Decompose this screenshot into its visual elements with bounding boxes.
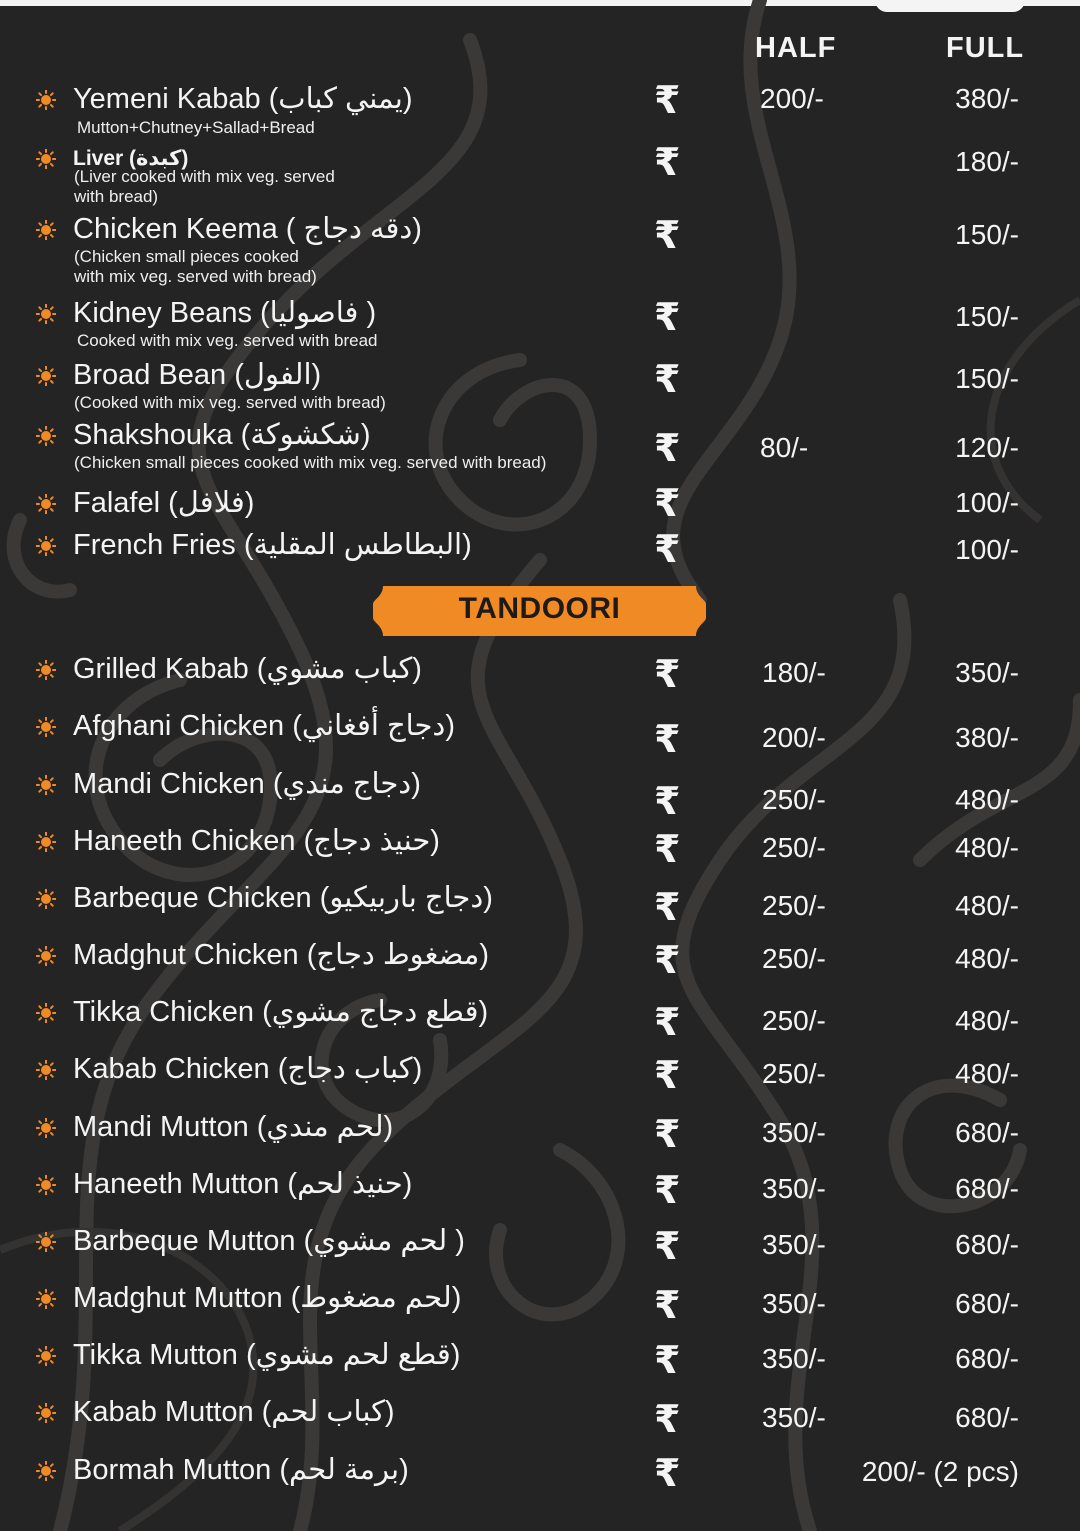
item-name: Bormah Mutton (برمة لحم) [73,1454,409,1486]
item-description: (Cooked with mix veg. served with bread) [74,393,386,412]
full-price: 380/- [955,722,1019,753]
rupee-icon: ₹ [654,213,681,257]
sun-bullet-icon [36,1060,56,1080]
full-price: 150/- [955,363,1019,394]
full-price: 350/- [955,657,1019,688]
half-price: 350/- [762,1402,826,1433]
half-price: 250/- [762,890,826,921]
rupee-icon: ₹ [654,1168,681,1212]
item-name: Haneeth Mutton (حنيذ لحم) [73,1168,413,1200]
rupee-icon: ₹ [654,295,681,339]
item-name: Tikka Mutton (قطع لحم مشوي) [73,1339,461,1371]
rupee-icon: ₹ [654,1224,681,1268]
sun-bullet-icon [36,149,56,169]
full-price: 480/- [955,832,1019,863]
full-price: 680/- [955,1343,1019,1374]
full-price: 380/- [955,83,1019,114]
rupee-icon: ₹ [654,357,681,401]
item-name: Barbeque Chicken (دجاج باربيكيو) [73,882,493,914]
section-title: TANDOORI [458,592,621,625]
item-description: (Chicken small pieces cooked with mix veg. served with bread) [74,453,547,472]
item-name: Kidney Beans (فاصوليا ) [73,297,377,329]
half-price: 80/- [760,432,809,463]
item-name: Broad Bean (الفول) [73,359,322,391]
full-price: 150/- [955,219,1019,250]
sun-bullet-icon [36,1346,56,1366]
half-price: 250/- [762,943,826,974]
sun-bullet-icon [36,366,56,386]
rupee-icon: ₹ [654,1000,681,1044]
full-price: 680/- [955,1117,1019,1148]
half-price: 180/- [762,657,826,688]
item-description: (Liver cooked with mix veg. served with bread) [74,167,335,206]
full-price: 120/- [955,432,1019,463]
sun-bullet-icon [36,946,56,966]
half-price: 350/- [762,1343,826,1374]
item-description: (Chicken small pieces cooked with mix veg. served with bread) [74,247,317,286]
full-column-header: FULL [946,32,1025,64]
item-name: Afghani Chicken (دجاج أفغاني) [73,710,456,742]
item-name: Tikka Chicken (قطع دجاج مشوي) [73,996,489,1028]
sun-bullet-icon [36,536,56,556]
full-price: 100/- [955,534,1019,565]
item-name: Liver (كبدة) [73,147,189,170]
half-price: 250/- [762,1058,826,1089]
item-name: Falafel (فلافل) [73,487,255,519]
sun-bullet-icon [36,832,56,852]
sun-bullet-icon [36,775,56,795]
item-description: Cooked with mix veg. served with bread [77,331,378,350]
sun-bullet-icon [36,889,56,909]
half-price: 350/- [762,1288,826,1319]
sun-bullet-icon [36,1175,56,1195]
item-name: Madghut Mutton (لحم مضغوط) [73,1282,462,1314]
sun-bullet-icon [36,717,56,737]
item-name: Mandi Chicken (دجاج مندي) [73,768,421,800]
rupee-icon: ₹ [654,140,681,184]
sun-bullet-icon [36,426,56,446]
rupee-icon: ₹ [654,481,681,525]
item-name: Kabab Chicken (كباب دجاج) [73,1053,423,1085]
full-price: 480/- [955,784,1019,815]
rupee-icon: ₹ [654,938,681,982]
item-name: Chicken Keema ( دقه دجاج) [73,213,422,245]
sun-bullet-icon [36,660,56,680]
item-name: Madghut Chicken (مضغوط دجاج) [73,939,490,971]
rupee-icon: ₹ [654,652,681,696]
rupee-icon: ₹ [654,827,681,871]
sun-bullet-icon [36,220,56,240]
item-name: Barbeque Mutton (لحم مشوي ) [73,1225,465,1257]
item-name: Haneeth Chicken (حنيذ دجاج) [73,825,440,857]
half-price: 350/- [762,1229,826,1260]
half-price: 200/- [762,722,826,753]
item-name: Kabab Mutton (كباب لحم) [73,1396,395,1428]
sun-bullet-icon [36,90,56,110]
sun-bullet-icon [36,304,56,324]
rupee-icon: ₹ [654,1397,681,1441]
half-price: 200/- [760,83,824,114]
half-price: 250/- [762,1005,826,1036]
rupee-icon: ₹ [654,1053,681,1097]
sun-bullet-icon [36,1461,56,1481]
sun-bullet-icon [36,1289,56,1309]
half-price: 250/- [762,784,826,815]
item-description: Mutton+Chutney+Sallad+Bread [77,118,315,137]
rupee-icon: ₹ [654,78,681,122]
half-price: 350/- [762,1117,826,1148]
full-price: 680/- [955,1229,1019,1260]
item-name: Yemeni Kabab (يمني كباب) [73,83,413,115]
rupee-icon: ₹ [654,426,681,470]
item-name: Mandi Mutton (لحم مندي) [73,1111,394,1143]
rupee-icon: ₹ [654,1338,681,1382]
full-price: 480/- [955,890,1019,921]
half-price: 350/- [762,1173,826,1204]
full-price: 200/- (2 pcs) [861,1456,1019,1487]
full-price: 150/- [955,301,1019,332]
rupee-icon: ₹ [654,1112,681,1156]
half-column-header: HALF [755,32,837,64]
full-price: 680/- [955,1173,1019,1204]
full-price: 180/- [955,146,1019,177]
full-price: 680/- [955,1402,1019,1433]
item-name: Shakshouka (شكشوكة) [73,419,371,451]
rupee-icon: ₹ [654,717,681,761]
sun-bullet-icon [36,494,56,514]
rupee-icon: ₹ [654,1283,681,1327]
half-price: 250/- [762,832,826,863]
full-price: 480/- [955,1005,1019,1036]
full-price: 680/- [955,1288,1019,1319]
sun-bullet-icon [36,1403,56,1423]
item-name: Grilled Kabab (كباب مشوي) [73,653,422,685]
rupee-icon: ₹ [654,1451,681,1495]
sun-bullet-icon [36,1118,56,1138]
full-price: 480/- [955,943,1019,974]
full-price: 100/- [955,487,1019,518]
item-name: French Fries (البطاطس المقلية) [73,529,472,561]
sun-bullet-icon [36,1003,56,1023]
sun-bullet-icon [36,1232,56,1252]
rupee-icon: ₹ [654,527,681,571]
full-price: 480/- [955,1058,1019,1089]
rupee-icon: ₹ [654,885,681,929]
rupee-icon: ₹ [654,779,681,823]
